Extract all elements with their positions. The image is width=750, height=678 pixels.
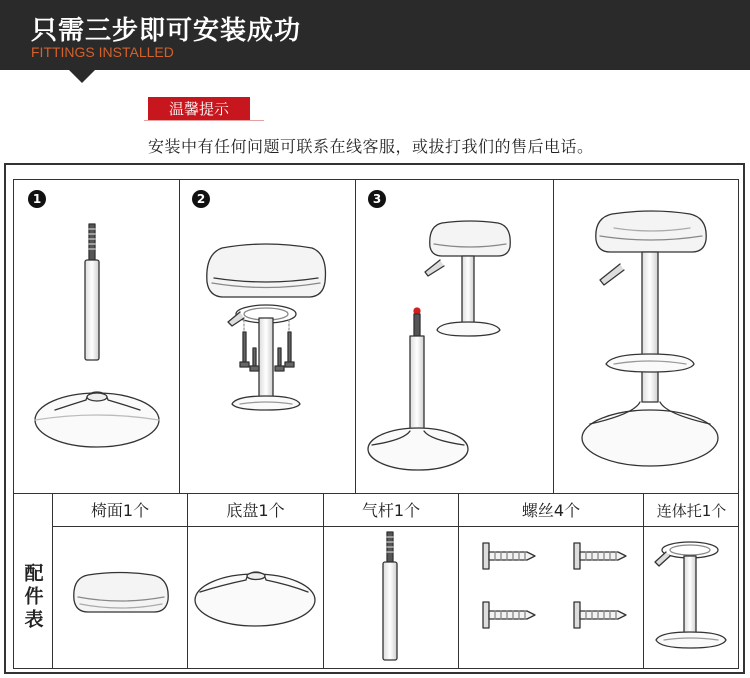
- tip-tag: 温馨提示: [148, 97, 250, 121]
- step-1-badge: 1: [28, 190, 46, 208]
- part-header-bracket: 连体托1个: [656, 502, 727, 520]
- part-screws-illustration: [483, 543, 626, 628]
- parts-list-label-text: 配件表: [21, 562, 44, 632]
- step-2-illustration: [207, 244, 326, 410]
- banner-subtitle: FITTINGS INSTALLED: [31, 44, 174, 60]
- step-3-badge: 3: [368, 190, 386, 208]
- part-seat-illustration: [74, 573, 168, 613]
- step-3-illustration: [368, 221, 510, 470]
- part-header-base: 底盘1个: [226, 501, 285, 520]
- part-base-illustration: [195, 572, 315, 626]
- part-header-gas-lift: 气杆1个: [361, 501, 421, 520]
- step-1-illustration: [35, 224, 159, 447]
- step-2-badge: 2: [192, 190, 210, 208]
- part-bracket-illustration: [655, 542, 726, 648]
- part-header-screws: 螺丝4个: [521, 501, 581, 520]
- part-header-seat: 椅面1个: [90, 501, 150, 520]
- part-gas-lift-illustration: [383, 532, 397, 660]
- tip-text: 安装中有任何问题可联系在线客服，或拔打我们的售后电话。: [148, 137, 594, 156]
- finished-stool-illustration: [582, 211, 718, 466]
- banner-title: 只需三步即可安装成功: [31, 16, 302, 46]
